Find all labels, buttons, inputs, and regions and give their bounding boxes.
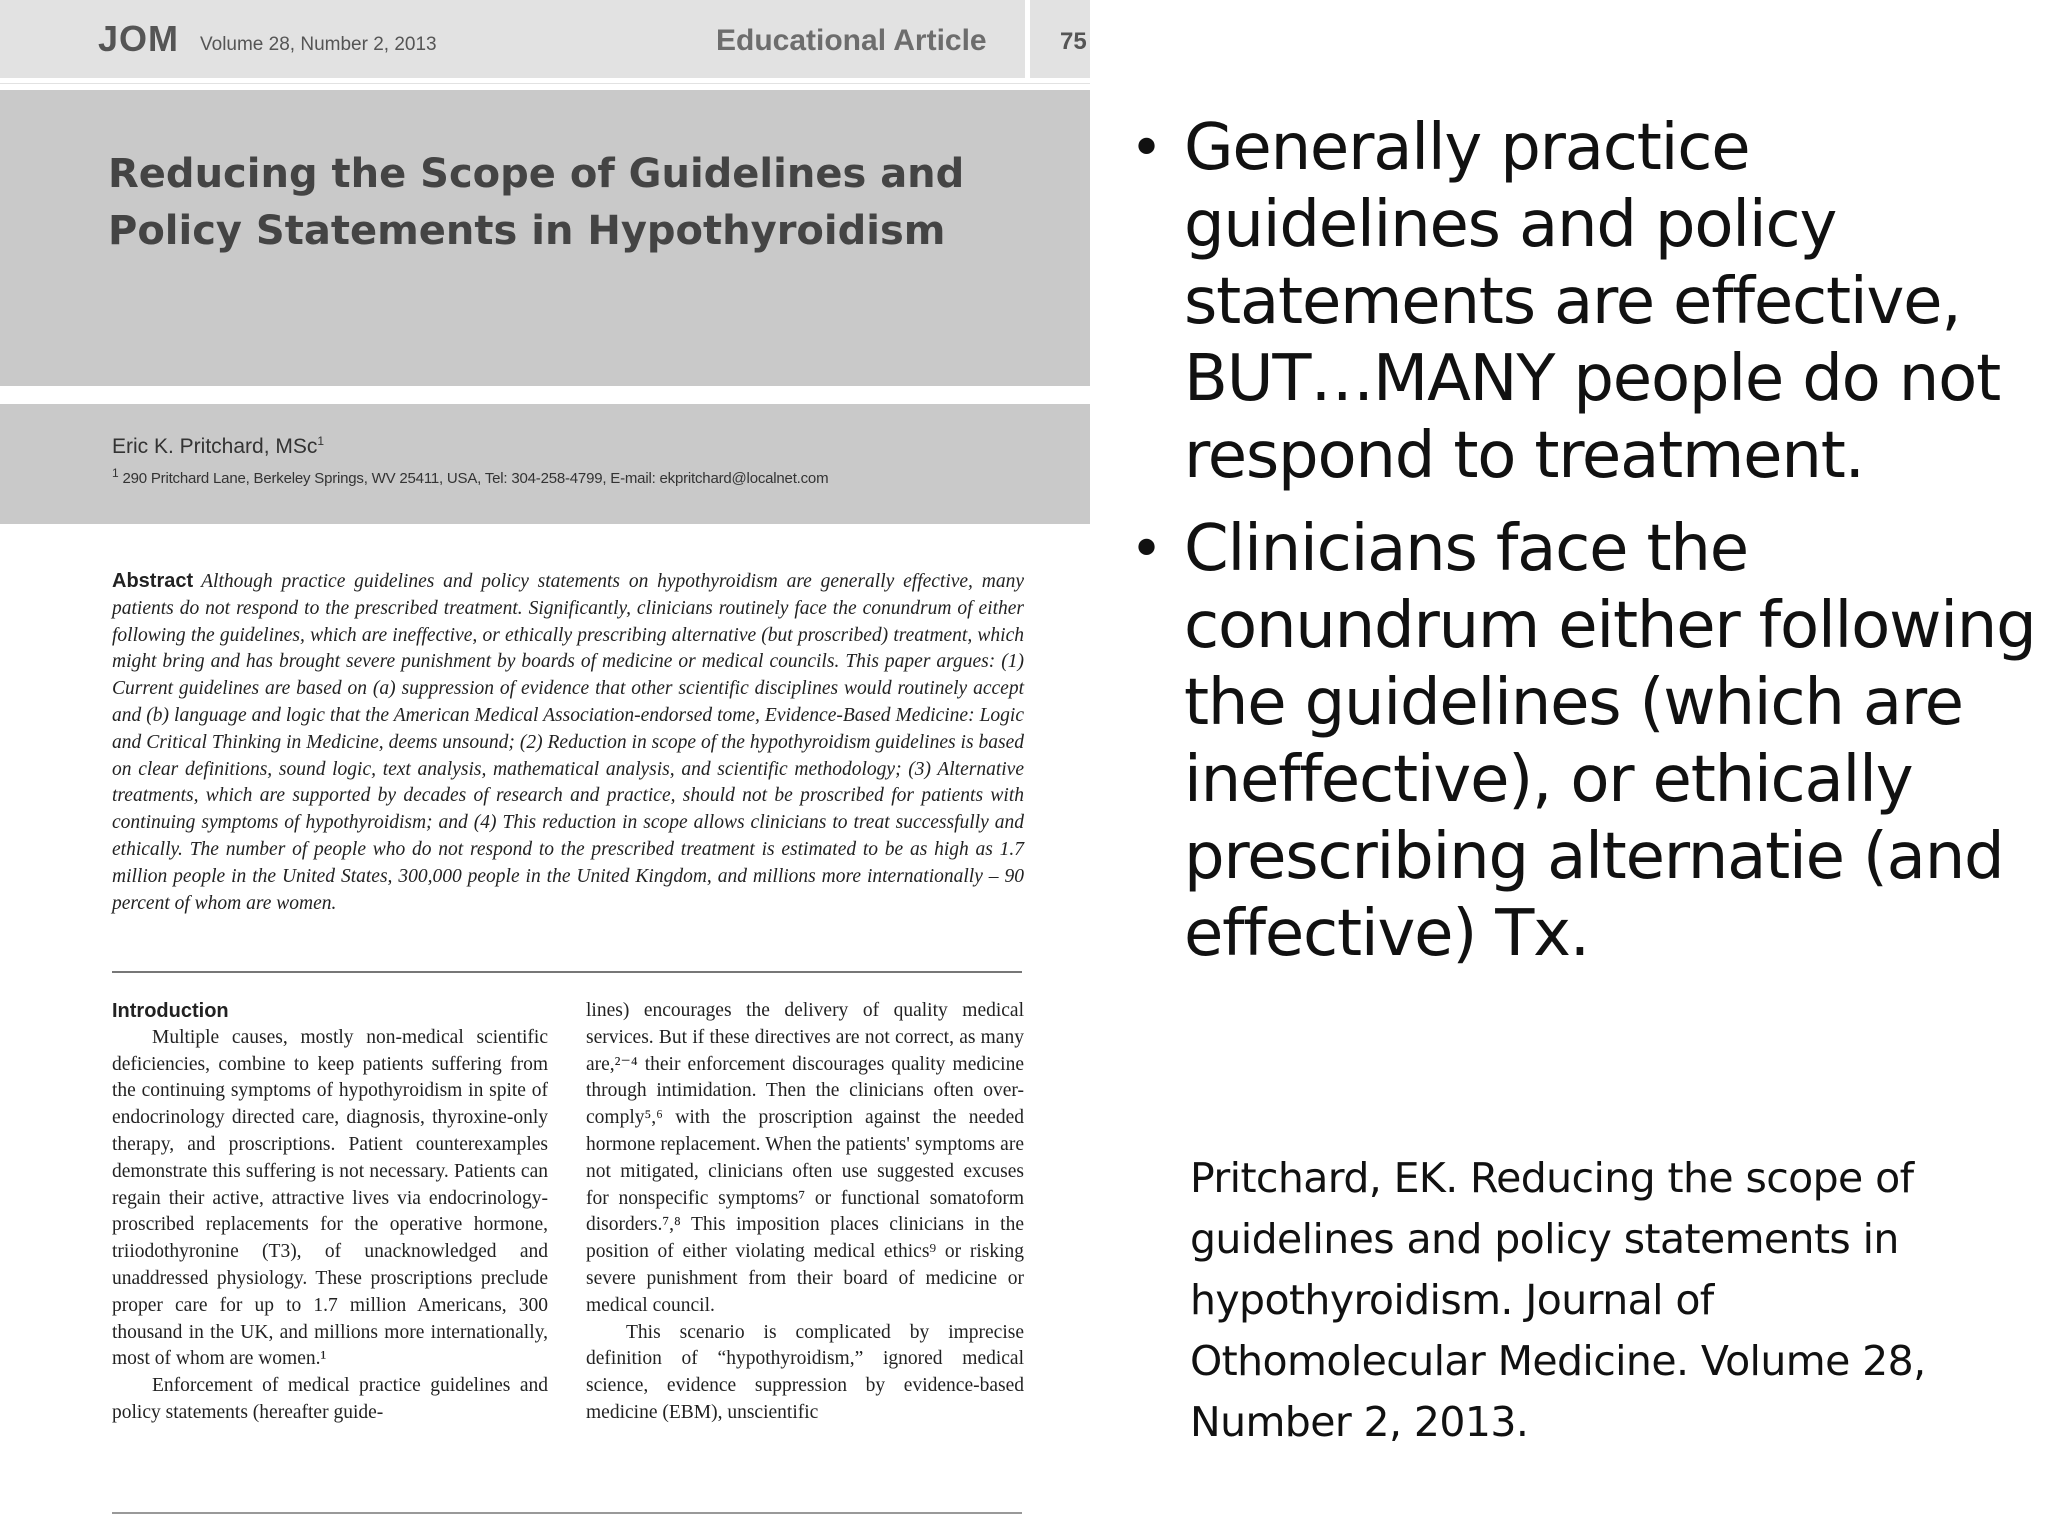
affiliation-superscript: 1 [112,466,119,480]
abstract-text: Although practice guidelines and policy statements on hypothyroidism are generally effective, many patients do not respond to the prescribed treatment. Significantly, clinicians routinely face the conundrum of either following the guidelines, which are ineffective, or ethically prescribing alternative (but proscribed) treatment, which might bring and has brought severe punishment by boards of medicine or medical councils. This paper argues: (1) Current guidelines are based on (a) suppression of evidence that other scientific disciplines would routinely accept and (b) language and logic that the American Medical Association-endorsed tome, Evidence-Based Medicine: Logic and Critical Thinking in Medicine, deems unsound; (2) Reduction in scope of the hypothyroidism guidelines is based on clear definitions, sound logic, text analysis, mathematical analysis, and scientific methodology; (3) Alternative treatments, which are supported by decades of research and practice, should not be proscribed for patients with continuing symptoms of hypothyroidism; and (4) This reduction in scope allows clinicians to treat successfully and ethically. The number of people who do not respond to the prescribed treatment is estimated to be as high as 1.7 million people in the United States, 300,000 people in the United Kingdom, and millions more internationally – 90 percent of whom are women. [112,571,1024,914]
title-band [0,90,1090,386]
journal-volume-issue: Volume 28, Number 2, 2013 [200,34,437,55]
article-category: Educational Article [716,24,987,57]
body-paragraph: Enforcement of medical practice guidelines and policy statements (hereafter guide- [112,1375,548,1423]
section-heading: Introduction [112,1000,229,1022]
abstract [112,568,1024,917]
reference-citation: Pritchard, EK. Reducing the scope of guidelines and policy statements in hypothyroidism. Journal of Othomolecular Medicine. Volume 28, Number 2, 2013. [1190,1154,1926,1446]
footer-divider [112,1512,1022,1514]
journal-logo: JOM [98,18,180,59]
article-title: Reducing the Scope of Guidelines and Policy Statements in Hypothyroidism [108,151,965,254]
body-column-left [112,998,548,1427]
bullet-item [1130,110,2048,495]
body-column-right [586,998,1024,1427]
page-number: 75 [1060,28,1087,55]
author-band [0,404,1090,524]
bullet-icon: • [1130,116,1162,181]
bullet-item [1130,511,2048,973]
journal-header-bar [0,0,1090,84]
body-paragraph: lines) encourages the delivery of quality medical services. But if these directives are not correct, as many are,²⁻⁴ their enforcement discourages quality medicine through intimidation. Then the clinicians often over-comply⁵,⁶ with the proscription against the needed hormone replacement. When the patients' symptoms are not mitigated, clinicians often use suggested excuses for nonspecific symptoms⁷ or functional somatoform disorders.⁷,⁸ This imposition places clinicians in the position of either violating medical ethics⁹ or risking severe punishment from their board of medicine or medical council. [586,1000,1024,1316]
bullet-text: Generally practice guidelines and policy statements are effective, BUT…MANY people do not respond to treatment. [1184,111,2000,493]
author-line [112,434,324,459]
author-affiliation-line [112,466,828,487]
slide-bullet-list [1130,110,2048,989]
body-paragraph: Multiple causes, mostly non-medical scientific deficiencies, combine to keep patients suffering from the continuing symptoms of hypothyroidism in spite of endocrinology directed care, diagnosis, thyroxine-only therapy, and proscriptions. Patient counterexamples demonstrate this suffering is not necessary. Patients can regain their active, attractive lives via endocrinology-proscribed replacements for the operative hormone, triiodothyronine (T3), of unacknowledged and unaddressed physiology. These proscriptions preclude proper care for up to 1.7 million Americans, 300 thousand in the UK, and millions more internationally, most of whom are women.¹ [112,1026,548,1370]
abstract-label: Abstract [112,570,194,592]
author-affiliation: 290 Pritchard Lane, Berkeley Springs, WV 25411, USA, Tel: 304-258-4799, E-mail: ekpritchard@localnet.com [122,470,829,487]
header-rule [0,78,1090,83]
header-divider [1025,0,1030,78]
bullet-icon: • [1130,517,1162,582]
body-paragraph: This scenario is complicated by imprecise definition of “hypothyroidism,” ignored medical science, evidence suppression by evidence-based medicine (EBM), unscientific [586,1321,1024,1423]
abstract-divider [112,971,1022,973]
author-name: Eric K. Pritchard, MSc [112,435,318,458]
author-superscript: 1 [317,434,325,448]
bullet-text: Clinicians face the conundrum either following the guidelines (which are ineffective), or ethically prescribing alternatie (and effective) Tx. [1184,512,2036,971]
